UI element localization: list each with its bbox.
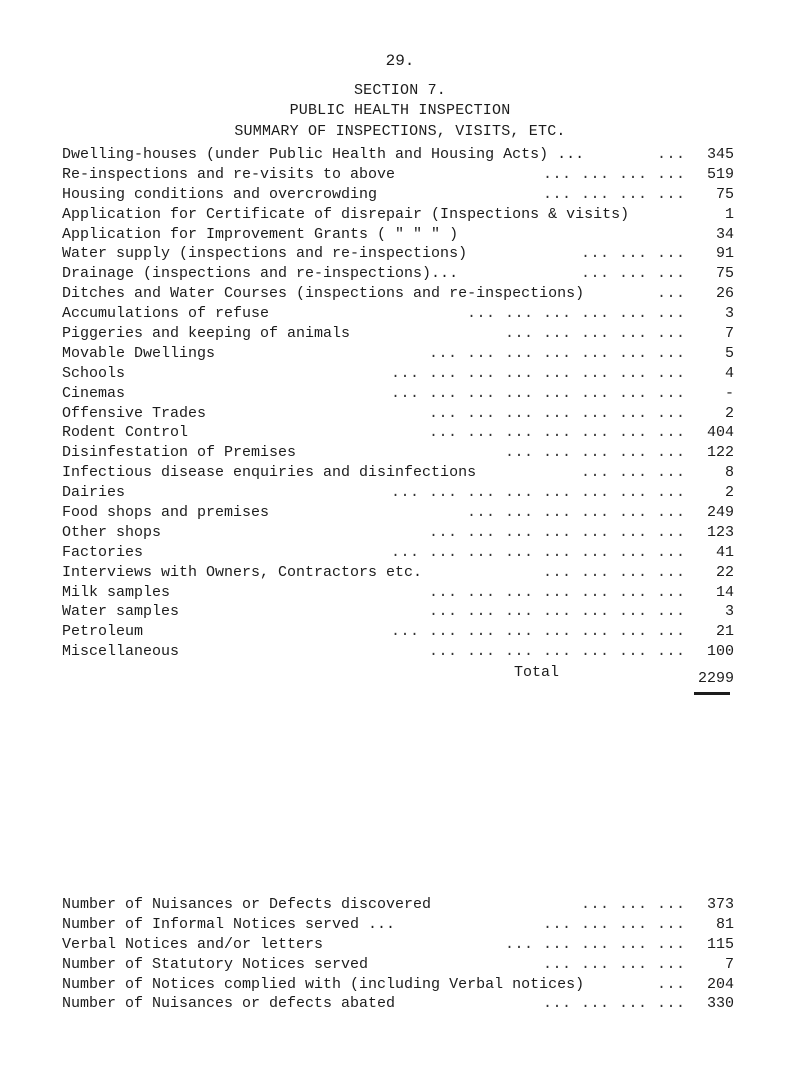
- inspections-value: 2: [724, 404, 734, 422]
- inspections-value: 91: [715, 245, 734, 263]
- inspections-label: Piggeries and keeping of animals: [62, 325, 351, 343]
- inspections-row: [62, 145, 734, 165]
- inspections-leader-dots: ... ... ... ... ... ... ... ...: [391, 623, 686, 641]
- inspections-value: 3: [724, 305, 734, 323]
- inspections-label: Accumulations of refuse: [62, 305, 270, 323]
- inspections-value: 21: [715, 623, 734, 641]
- inspections-leader-dots: ... ... ... ... ... ... ...: [429, 404, 686, 422]
- inspections-label: Disinfestation of Premises: [62, 444, 297, 462]
- nuisances-value: 373: [706, 896, 734, 913]
- inspections-value: 122: [706, 444, 734, 462]
- inspections-value: 345: [706, 146, 734, 163]
- nuisances-value: 81: [715, 915, 734, 933]
- inspections-label: Re-inspections and re-visits to above: [62, 165, 396, 183]
- inspections-label: Infectious disease enquiries and disinfections: [62, 464, 477, 482]
- inspections-label: Water samples: [62, 603, 180, 621]
- inspections-row: [62, 364, 734, 384]
- nuisances-label: Number of Informal Notices served ...: [62, 915, 396, 933]
- inspections-row: [62, 384, 734, 404]
- inspections-value: 41: [715, 543, 734, 561]
- inspections-row: [62, 264, 734, 284]
- inspections-value: 4: [724, 364, 734, 382]
- nuisances-value: 330: [706, 995, 734, 1013]
- nuisances-label: Number of Nuisances or defects abated: [62, 995, 396, 1013]
- inspections-leader-dots: ...: [657, 146, 686, 163]
- inspections-value: 7: [724, 325, 734, 343]
- inspections-leader-dots: ... ... ...: [581, 245, 686, 263]
- inspections-row: [62, 563, 734, 583]
- inspections-label: Factories: [62, 543, 144, 561]
- summary-title: SUMMARY OF INSPECTIONS, VISITS, ETC.: [234, 123, 566, 140]
- inspections-value: 14: [715, 583, 734, 601]
- inspections-leader-dots: ... ... ... ... ...: [505, 444, 686, 462]
- inspections-leader-dots: ... ... ... ... ... ... ...: [429, 424, 686, 442]
- inspections-row: [62, 523, 734, 543]
- inspections-label: Ditches and Water Courses (inspections and re-inspections): [62, 285, 585, 303]
- inspections-label: Drainage (inspections and re-inspections)...: [62, 265, 459, 283]
- section-heading: SECTION 7.: [353, 82, 446, 99]
- inspections-row: [62, 324, 734, 344]
- total-label: Total: [514, 664, 560, 681]
- inspections-value: 34: [715, 225, 734, 243]
- inspections-row: [62, 244, 734, 264]
- inspections-label: Cinemas: [62, 384, 126, 402]
- nuisances-row: [62, 994, 734, 1014]
- inspections-value: 123: [706, 523, 734, 541]
- inspections-row: [62, 225, 734, 245]
- inspections-label: Food shops and premises: [62, 504, 270, 522]
- inspections-value: 75: [715, 265, 734, 283]
- nuisances-label: Number of Statutory Notices served: [62, 955, 369, 973]
- inspections-row: [62, 404, 734, 424]
- page-number: 29.: [385, 52, 415, 70]
- inspections-row: [62, 642, 734, 662]
- inspections-row: [62, 344, 734, 364]
- inspections-row: [62, 165, 734, 185]
- inspections-row: [62, 463, 734, 483]
- inspections-label: Petroleum: [62, 623, 144, 641]
- inspections-leader-dots: ... ... ... ... ... ... ...: [429, 583, 686, 601]
- inspections-row: [62, 443, 734, 463]
- inspections-leader-dots: ... ... ... ... ... ... ...: [429, 344, 686, 362]
- total-value: 2299: [697, 670, 734, 687]
- inspections-value: 8: [724, 464, 734, 482]
- total-row: [62, 662, 734, 687]
- inspections-leader-dots: ... ... ... ... ... ... ...: [429, 643, 686, 661]
- nuisances-row: [62, 975, 734, 995]
- inspections-label: Water supply (inspections and re-inspections): [62, 245, 468, 263]
- inspections-leader-dots: ... ... ... ... ... ...: [467, 305, 686, 323]
- inspections-row: [62, 205, 734, 225]
- inspections-leader-dots: ... ... ... ... ... ... ... ...: [391, 543, 686, 561]
- inspections-label: Rodent Control: [62, 424, 189, 442]
- inspections-leader-dots: ...: [657, 285, 686, 303]
- inspections-label: Miscellaneous: [62, 643, 180, 661]
- inspections-value: 404: [706, 424, 734, 442]
- inspections-leader-dots: ... ... ... ...: [543, 563, 686, 581]
- inspections-list: [62, 145, 734, 662]
- inspections-value: 249: [706, 504, 734, 522]
- inspections-row: [62, 284, 734, 304]
- inspections-label: Dairies: [62, 484, 126, 502]
- inspections-label: Offensive Trades: [62, 404, 207, 422]
- inspections-row: [62, 423, 734, 443]
- nuisances-value: 115: [706, 935, 734, 953]
- inspections-leader-dots: ... ... ... ...: [543, 165, 686, 183]
- inspections-label: Milk samples: [62, 583, 171, 601]
- inspections-leader-dots: ... ... ... ... ... ... ... ...: [391, 364, 686, 382]
- inspections-row: [62, 483, 734, 503]
- inspections-value: 100: [706, 643, 734, 661]
- nuisances-label: Number of Nuisances or Defects discovered: [62, 896, 432, 913]
- inspections-label: Application for Improvement Grants ( " " " ): [62, 225, 459, 243]
- inspections-value: 2: [724, 484, 734, 502]
- nuisances-row: [62, 935, 734, 955]
- nuisances-leader-dots: ... ... ... ... ...: [505, 935, 686, 953]
- inspections-leader-dots: ... ... ... ... ... ... ...: [429, 603, 686, 621]
- inspections-leader-dots: ... ... ... ... ... ... ... ...: [391, 484, 686, 502]
- inspections-leader-dots: ... ... ... ... ... ... ...: [429, 523, 686, 541]
- inspections-value: 26: [715, 285, 734, 303]
- section-subtitle: PUBLIC HEALTH INSPECTION: [289, 102, 511, 119]
- inspections-value: 519: [706, 165, 734, 183]
- nuisances-row: [62, 955, 734, 975]
- nuisances-list: [62, 895, 734, 1014]
- inspections-value: 75: [715, 185, 734, 203]
- inspections-row: [62, 185, 734, 205]
- nuisances-value: 204: [706, 975, 734, 993]
- inspections-value: 22: [715, 563, 734, 581]
- nuisances-leader-dots: ... ... ... ...: [543, 995, 686, 1013]
- inspections-leader-dots: ... ... ... ... ... ...: [467, 504, 686, 522]
- inspections-value: -: [724, 384, 734, 402]
- nuisances-label: Verbal Notices and/or letters: [62, 935, 324, 953]
- nuisances-leader-dots: ... ... ...: [581, 896, 686, 913]
- inspections-leader-dots: ... ... ... ... ...: [505, 325, 686, 343]
- inspections-label: Other shops: [62, 523, 162, 541]
- inspections-label: Schools: [62, 364, 126, 382]
- inspections-label: Housing conditions and overcrowding: [62, 185, 378, 203]
- inspections-leader-dots: ... ... ... ...: [543, 185, 686, 203]
- inspections-row: [62, 622, 734, 642]
- nuisances-value: 7: [724, 955, 734, 973]
- nuisances-leader-dots: ... ... ... ...: [543, 915, 686, 933]
- nuisances-row: [62, 915, 734, 935]
- nuisances-label: Number of Notices complied with (including Verbal notices): [62, 975, 585, 993]
- nuisances-leader-dots: ...: [657, 975, 686, 993]
- inspections-row: [62, 543, 734, 563]
- inspections-row: [62, 583, 734, 603]
- inspections-label: Interviews with Owners, Contractors etc.: [62, 563, 423, 581]
- nuisances-row: [62, 895, 734, 915]
- inspections-label: Movable Dwellings: [62, 344, 216, 362]
- inspections-row: [62, 304, 734, 324]
- inspections-row: [62, 602, 734, 622]
- inspections-leader-dots: ... ... ...: [581, 464, 686, 482]
- inspections-leader-dots: ... ... ...: [581, 265, 686, 283]
- nuisances-leader-dots: ... ... ... ...: [543, 955, 686, 973]
- inspections-value: 5: [724, 344, 734, 362]
- inspections-leader-dots: ... ... ... ... ... ... ... ...: [391, 384, 686, 402]
- inspections-value: 3: [724, 603, 734, 621]
- inspections-value: 1: [724, 205, 734, 223]
- total-underline: [694, 692, 730, 695]
- inspections-label: Application for Certificate of disrepair (Inspections & visits): [62, 205, 630, 223]
- inspections-label: Dwelling-houses (under Public Health and Housing Acts) ...: [62, 146, 585, 163]
- inspections-row: [62, 503, 734, 523]
